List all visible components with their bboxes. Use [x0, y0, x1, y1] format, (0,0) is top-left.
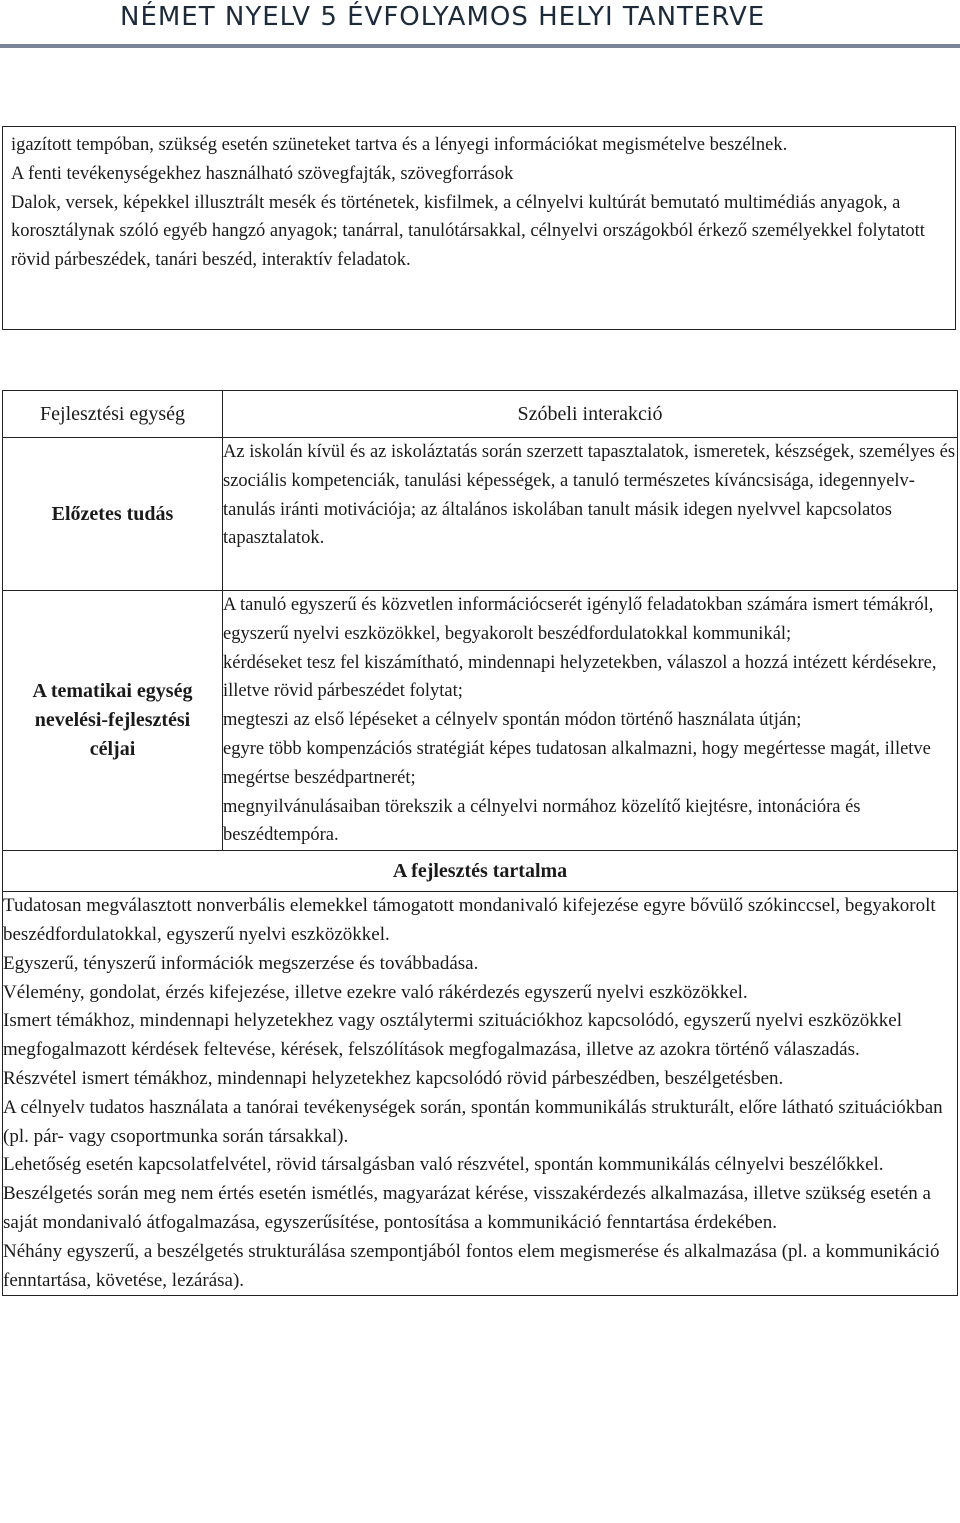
content-line: Beszélgetés során meg nem értés esetén ismétlés, magyarázat kérése, visszakérdezés alkalmazása, illetve szükség esetén a saját mondanivaló átfogalmazása, egyszerűsítése, pontosítása a kommunikáció fenntartása érdekében.: [3, 1183, 931, 1233]
right-header-cell: Szóbeli interakció: [223, 391, 958, 438]
table-header-row: [3, 391, 958, 438]
prior-knowledge-label: Előzetes tudás: [3, 438, 223, 591]
document-title: NÉMET NYELV 5 ÉVFOLYAMOS HELYI TANTERVE: [120, 2, 766, 32]
goal-line: megteszi az első lépéseket a célnyelv spontán módon történő használata útján;: [223, 710, 802, 731]
goal-line: kérdéseket tesz fel kiszámítható, mindennapi helyzetekben, válaszol a hozzá intézett kérdésekre, illetve rövid párbeszédet folytat;: [223, 652, 937, 702]
left-header-cell: Fejlesztési egység: [3, 391, 223, 438]
intro-box: [2, 126, 956, 330]
intro-line: igazított tempóban, szükség esetén szüneteket tartva és a lényegi információkat megismételve beszélnek.: [11, 135, 788, 155]
content-line: Ismert témákhoz, mindennapi helyzetekhez vagy osztálytermi szituációkhoz kapcsolódó, egyszerű nyelvi eszközökkel megfogalmazott kérdések feltevése, kérések, felszólítások megfogalmazása, illetve az azokra történő válaszadás.: [3, 1010, 903, 1061]
content-line: Néhány egyszerű, a beszélgetés strukturálása szempontjából fontos elem megismerése és alkalmazása (pl. a kommunikáció fenntartása, követése, lezárása).: [3, 1240, 940, 1291]
content-line: Egyszerű, tényszerű információk megszerzése és továbbadása.: [3, 952, 479, 974]
header-rule: [0, 44, 960, 48]
content-line: Tudatosan megválasztott nonverbális elemekkel támogatott mondanivaló kifejezése egyre bővülő szókinccsel, begyakorolt beszédfordulatokkal, egyszerű nyelvi eszközökkel.: [3, 895, 936, 945]
prior-knowledge-cell: [223, 438, 958, 591]
content-line: A célnyelv tudatos használata a tanórai tevékenységek során, spontán kommunikálás strukturált, előre látható szituációkban (pl. pár- vagy csoportmunka során társakkal).: [3, 1096, 943, 1147]
content-line: Lehetőség esetén kapcsolatfelvétel, rövid társalgásban való részvétel, spontán kommunikálás célnyelvi beszélőkkel.: [3, 1154, 884, 1176]
curriculum-table: [2, 390, 958, 1296]
table-row: [3, 591, 958, 851]
intro-line: Dalok, versek, képekkel illusztrált mesék és történetek, kisfilmek, a célnyelvi kultúrát bemutató multimédiás anyagok, a korosztálynak szóló egyéb hangzó anyagok; tanárral, tanulótársakkal, célnyelvi országokból érkező személyekkel folytatott rövid párbeszédek, tanári beszéd, interaktív feladatok.: [11, 192, 925, 271]
table-row: [3, 438, 958, 591]
content-title: A fejlesztés tartalma: [3, 851, 958, 892]
page-header: [0, 0, 960, 50]
goal-line: megnyilvánulásaiban törekszik a célnyelvi normához közelítő kiejtésre, intonációra és beszédtempóra.: [223, 796, 861, 846]
goal-line: A tanuló egyszerű és közvetlen információcserét igénylő feladatokban számára ismert témákról, egyszerű nyelvi eszközökkel, begyakorolt beszédfordulatokkal kommunikál;: [223, 595, 934, 644]
table-row: [3, 851, 958, 892]
content-cell: [3, 892, 958, 1296]
prior-knowledge-text: Az iskolán kívül és az iskoláztatás során szerzett tapasztalatok, ismeretek, készségek, személyes és szociális kompetenciák, tanulási képességek, a tanuló természetes kíváncsisága, idegennyelv-tanulás iránti motivációja; az általános iskolában tanult másik idegen nyelvvel kapcsolatos tapasztalatok.: [223, 442, 956, 549]
intro-line: A fenti tevékenységekhez használható szövegfajták, szövegforrások: [11, 163, 514, 184]
table-row: [3, 892, 958, 1296]
goals-cell: [223, 591, 958, 851]
content-line: Vélemény, gondolat, érzés kifejezése, illetve ezekre való rákérdezés egyszerű nyelvi eszközökkel.: [3, 981, 748, 1003]
content-line: Részvétel ismert témákhoz, mindennapi helyzetekhez kapcsolódó rövid párbeszédben, beszélgetésben.: [3, 1067, 784, 1089]
goals-label: A tematikai egység nevelési-fejlesztési céljai: [3, 591, 223, 851]
goal-line: egyre több kompenzációs stratégiát képes tudatosan alkalmazni, hogy megértesse magát, illetve megértse beszédpartnerét;: [223, 738, 931, 788]
